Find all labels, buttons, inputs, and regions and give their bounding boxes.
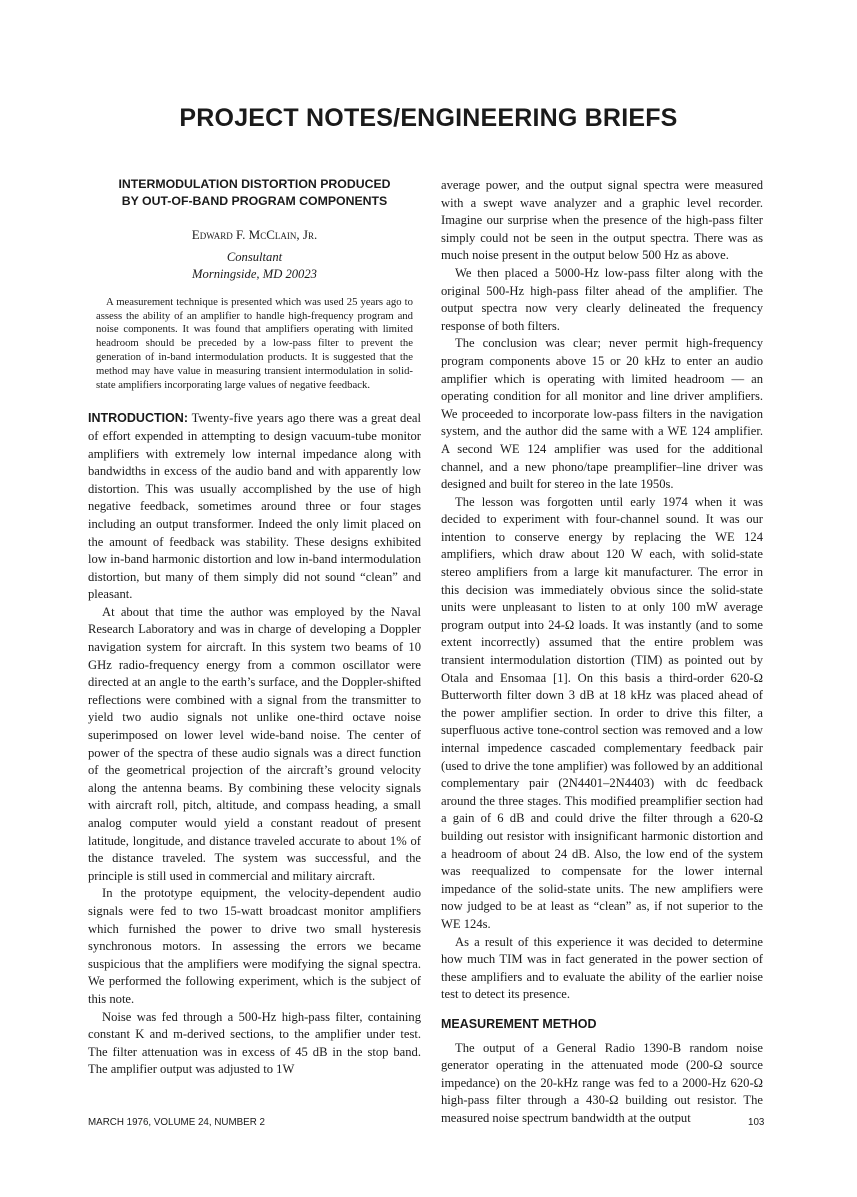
- article-title-line-1: INTERMODULATION DISTORTION PRODUCED: [118, 177, 391, 191]
- intro-paragraph: [88, 410, 421, 604]
- left-column: [88, 176, 421, 1079]
- author-name: Edward F. McClain, Jr.: [191, 227, 318, 242]
- body-paragraph-5: average power, and the output signal spectra were measured with a swept wave analyzer and a graphic level recorder. Imagine our surprise when the presence of the high-pass filter simply could not be seen in the output spectra. There was as much noise present in the output below 500 Hz as above.: [441, 178, 763, 263]
- intro-heading: INTRODUCTION:: [88, 411, 188, 426]
- measurement-method-heading: MEASUREMENT METHOD: [441, 1016, 597, 1031]
- body-paragraph-2: At about that time the author was employed by the Naval Research Laboratory and was in charge of developing a Doppler navigation system for aircraft. In this system two beams of 10 GHz radio-frequency energy from a common oscillator were directed at an angle to the earth’s surface, and the Doppler-shifted reflections were combined with a signal from the transmitter to yield two audio signals not unlike one-third octave noise superimposed on lower level wide-band noise. The center of power of the spectra of these audio signals was a direct function of the geometrical projection of the aircraft’s ground velocity along the antenna beams. By combining these velocity signals with aircraft roll, pitch, altitude, and compass heading, a small analog computer would yield a constant readout of present latitude, longitude, and distance traveled accurate to about 1% of the distance traveled. The system was successful, and the principle is still used in commercial and military aircraft.: [88, 604, 421, 883]
- body-paragraph-3: In the prototype equipment, the velocity-dependent audio signals were fed to two 15-watt broadcast monitor amplifiers which furnished the power to drive two small hysteresis synchronous motors. In assessing the errors we became suspicious that the amplifiers were modifying the signal spectra. We performed the following experiment, which is the subject of this note.: [88, 886, 421, 1006]
- author-affiliation: Consultant: [226, 249, 283, 264]
- page-header: PROJECT NOTES/ENGINEERING BRIEFS: [179, 104, 678, 132]
- journal-footer: MARCH 1976, VOLUME 24, NUMBER 2: [88, 1117, 265, 1128]
- author-location: Morningside, MD 20023: [192, 267, 317, 282]
- body-paragraph-7: The conclusion was clear; never permit high-frequency program components above 15 or 20 kHz to enter an audio amplifier which is operating with limited headroom — an operating condition for all monitor and line driver amplifiers. We proceeded to incorporate low-pass filters in the navigation system, and the author did the same with a WE 124 amplifier. A second WE 124 amplifier was used for the additional channel, and a new phono/tape preamplifier–line driver was designed and built for stereo in the late 1950s.: [441, 336, 763, 492]
- body-paragraph-8: The lesson was forgotten until early 1974 when it was decided to experiment with four-channel sound. It was our intention to conserve energy by replacing the WE 124 amplifiers, which draw about 120 W each, with solid-state stereo amplifiers from a large kit manufacturer. The error in this decision was immediately obvious since the solid-state units were unpleasant to listen to at only 100 mW average program output into 24-Ω loads. It was instantly (and to some extent incorrectly) assumed that the entire problem was transient intermodulation distortion (TIM) as pointed out by Otala and Ensomaa [1]. On this basis a third-order 620-Ω Butterworth filter down 3 dB at 18 kHz was placed ahead of the power amplifier section. In order to drive this filter, a superfluous active tone-control section was removed and a low internal impedence cascaded complementary feedback pair (used to drive the tone amplifier) was followed by an additional complementary pair (2N4401–2N4403) with dc feedback around the three stages. This modified preamplifier section had a gain of 6 dB and could drive the filter through a 620-Ω building out resistor with insignificant harmonic distortion and a headroom of about 24 dB. Also, the low end of the system was reequalized to compensate for the lower internal impedance of the solid-state units. The new amplifiers were now judged to be at least as “clean” as, if not superior to the WE 124s.: [441, 494, 763, 931]
- right-column: [441, 177, 763, 1127]
- article-title: [88, 176, 421, 210]
- abstract: A measurement technique is presented which was used 25 years ago to assess the ability of an amplifier to handle high-frequency program and noise components. It was found that amplifiers operating with limited headroom should be preceded by a low-pass filter to prevent the generation of in-band intermodulation products. It is suggested that the method may have value in measuring transient intermodulation in solid-state amplifiers incorporating large values of negative feedback.: [96, 295, 413, 391]
- article-title-line-2: BY OUT-OF-BAND PROGRAM COMPONENTS: [121, 194, 388, 208]
- intro-text: Twenty-five years ago there was a great deal of effort expended in attempting to design vacuum-tube monitor amplifiers with extremely low internal impedance along with bandwidths in excess of the audio band and with apparently low distortion. This was usually accomplished by the use of high negative feedback, sometimes around three or four stages including an output transformer. Indeed the only limit placed on the amount of feedback was stability. These designs exhibited low in-band harmonic distortion and low in-band intermodulation distortion, but many of them simply did not sound “clean” and pleasant.: [88, 411, 421, 602]
- body-paragraph-6: We then placed a 5000-Hz low-pass filter along with the original 500-Hz high-pass filter ahead of the amplifier. The output spectra now very clearly delineated the frequency response of both filters.: [441, 265, 763, 333]
- body-paragraph-9: As a result of this experience it was decided to determine how much TIM was in fact generated in the power section of these amplifiers and to evaluate the ability of the earlier noise test to detect its presence.: [441, 934, 763, 1002]
- body-paragraph-10: The output of a General Radio 1390-B random noise generator operating in the attenuated mode (200-Ω source impedance) on the 20-kHz range was fed to a 2000-Hz 620-Ω high-pass filter through a 430-Ω building out resistor. The measured noise spectrum bandwidth at the output: [441, 1040, 763, 1125]
- page-number: 103: [748, 1117, 765, 1128]
- body-paragraph-4: Noise was fed through a 500-Hz high-pass filter, containing constant K and m-derived sections, to the amplifier under test. The filter attenuation was in excess of 45 dB in the stop band. The amplifier output was adjusted to 1W: [88, 1009, 421, 1077]
